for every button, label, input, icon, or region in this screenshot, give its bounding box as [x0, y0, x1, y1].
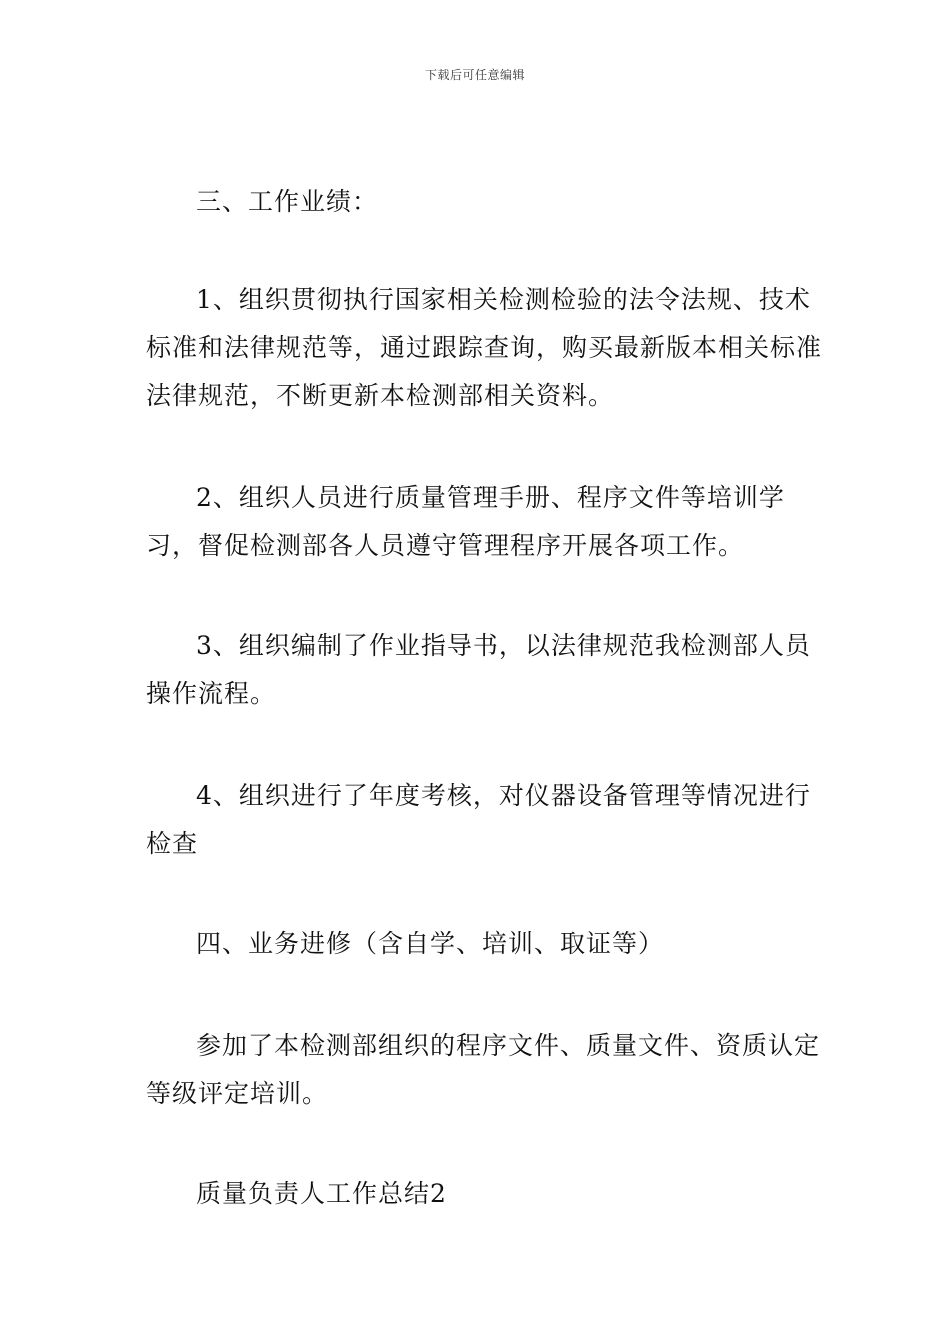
paragraph-item-2: 2、组织人员进行质量管理手册、程序文件等培训学习，督促检测部各人员遵守管理程序开展各项工作。: [146, 483, 785, 560]
paragraph-item-4: 4、组织进行了年度考核，对仪器设备管理等情况进行检查: [146, 781, 811, 858]
paragraph-item-3: 3、组织编制了作业指导书，以法律规范我检测部人员操作流程。: [146, 631, 811, 708]
section4-paragraph: 参加了本检测部组织的程序文件、质量文件、资质认定等级评定培训。: [146, 1031, 821, 1108]
next-section-title: 质量负责人工作总结2: [196, 1179, 447, 1208]
page-header-note: 下载后可任意编辑: [424, 68, 525, 82]
section3-heading: 三、工作业绩：: [196, 187, 379, 216]
paragraph-item-1: 1、组织贯彻执行国家相关检测检验的法令法规、技术标准和法律规范等，通过跟踪查询，购买最新版本相关标准法律规范，不断更新本检测部相关资料。: [146, 285, 823, 410]
section4-heading: 四、业务进修（含自学、培训、取证等）: [196, 929, 665, 958]
